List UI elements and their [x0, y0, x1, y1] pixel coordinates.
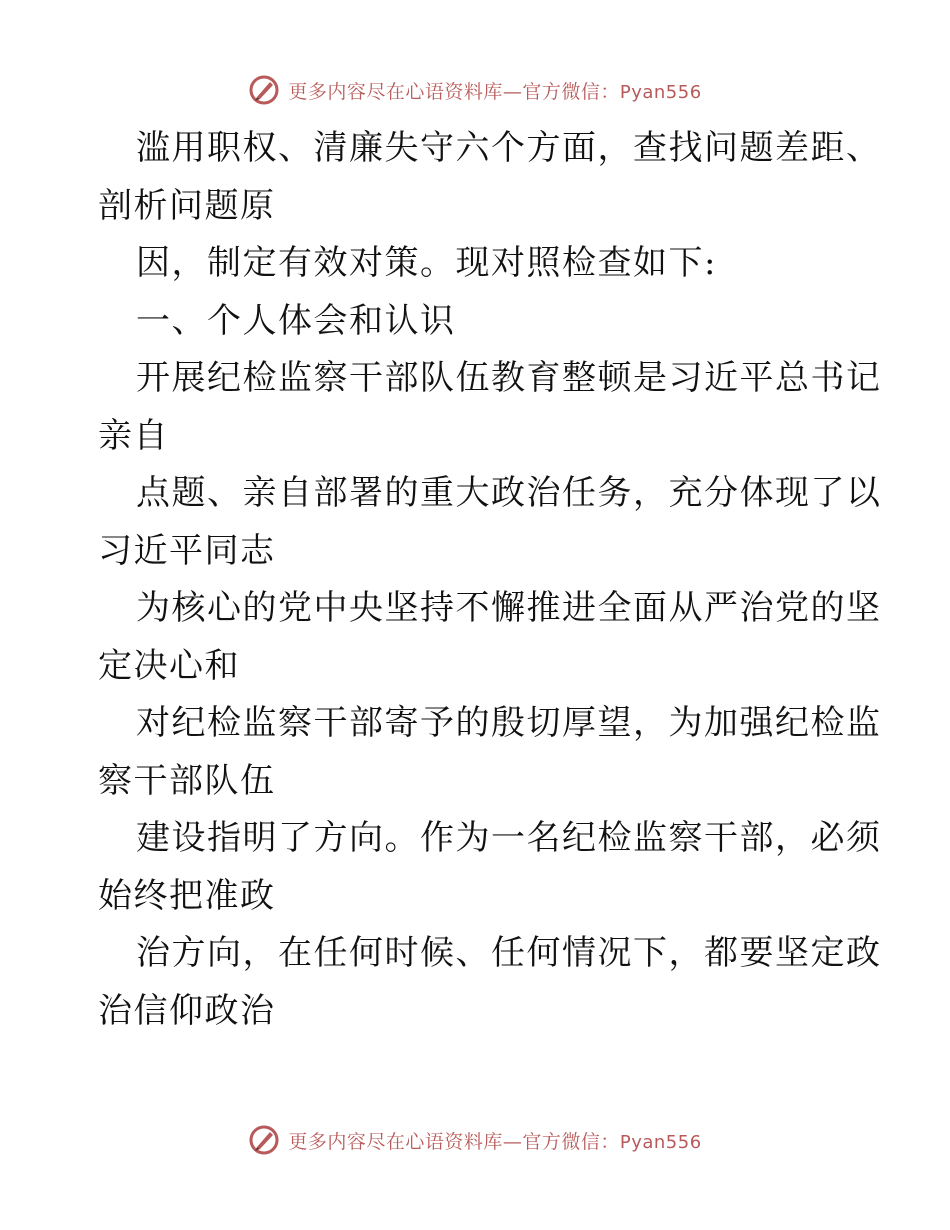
pen-logo-icon [248, 1124, 280, 1156]
watermark-text: 更多内容尽在心语资料库—官方微信：Pyan556 [288, 1130, 702, 1153]
text-line: 亲自 [98, 415, 169, 456]
watermark-text: 更多内容尽在心语资料库—官方微信：Pyan556 [288, 80, 702, 103]
text-line: 治信仰政治 [98, 990, 276, 1031]
text-line: 滥用职权、清廉失守六个方面，查找问题差距、 [136, 128, 882, 168]
text-line: 开展纪检监察干部队伍教育整顿是习近平总书记 [136, 358, 882, 398]
footer-watermark [0, 1120, 950, 1160]
text-line: 一、个人体会和认识 [136, 300, 456, 341]
header-watermark [0, 70, 950, 110]
pen-logo-icon [248, 74, 280, 106]
text-line: 点题、亲自部署的重大政治任务，充分体现了以 [136, 473, 882, 513]
document-body [98, 120, 882, 1040]
text-line: 建设指明了方向。作为一名纪检监察干部，必须 [136, 818, 882, 858]
text-line: 剖析问题原 [98, 185, 276, 226]
text-line: 习近平同志 [98, 530, 276, 571]
text-line: 对纪检监察干部寄予的殷切厚望，为加强纪检监 [136, 703, 882, 743]
text-line: 因，制定有效对策。现对照检查如下: [136, 243, 717, 283]
text-line: 始终把准政 [98, 875, 276, 916]
text-line: 治方向，在任何时候、任何情况下，都要坚定政 [136, 933, 882, 973]
text-line: 定决心和 [98, 645, 240, 686]
text-line: 察干部队伍 [98, 760, 276, 801]
text-line: 为核心的党中央坚持不懈推进全面从严治党的坚 [136, 588, 882, 628]
